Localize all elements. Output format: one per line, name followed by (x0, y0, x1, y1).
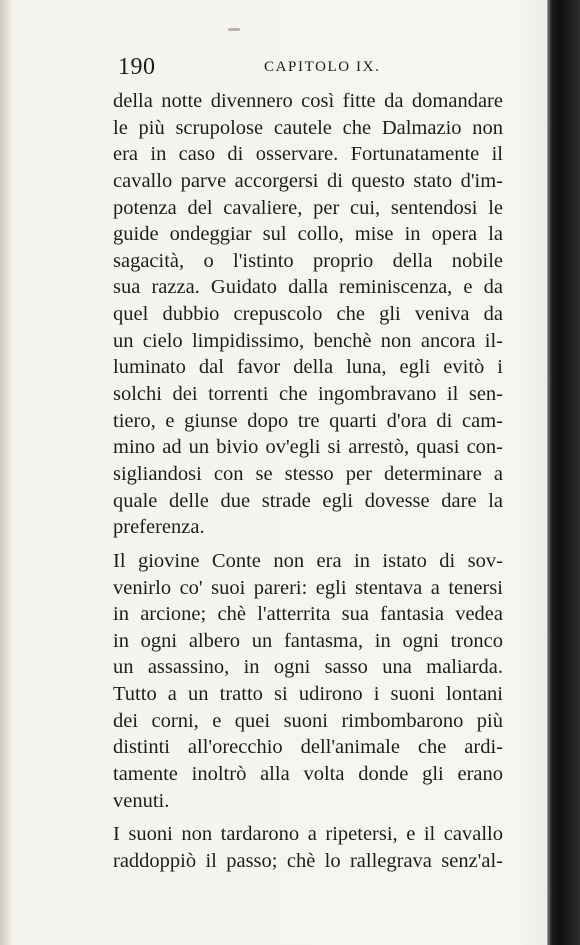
paragraph (113, 548, 503, 814)
body-text (113, 88, 503, 875)
text-line: in ogni albero un fantasma, in ogni tronco (113, 629, 503, 652)
binding-shadow (0, 0, 14, 945)
paragraph-gap (113, 814, 503, 821)
text-line: le più scrupolose cautele che Dalmazio non (113, 116, 503, 139)
text-line: tamente inoltrò alla volta donde gli erano (113, 763, 503, 786)
text-line: sagacità, o l'istinto proprio della nobile (113, 249, 503, 272)
text-line: un cielo limpidissimo, benchè non ancora il- (113, 329, 503, 352)
text-line: guide ondeggiar sul collo, mise in opera la (113, 223, 503, 246)
text-line: sua razza. Guidato dalla reminiscenza, e da (113, 276, 503, 299)
text-line: raddoppiò il passo; chè lo rallegrava senz'al- (113, 849, 503, 872)
text-line: venirlo co' suoi pareri: egli stentava a tenersi (113, 576, 503, 599)
text-line: un assassino, in ogni sasso una maliarda. (113, 656, 503, 679)
paragraph (113, 88, 503, 541)
text-line: I suoni non tardarono a ripetersi, e il cavallo (113, 823, 503, 846)
text-line: mino ad un bivio ov'egli si arrestò, quasi con- (113, 436, 503, 459)
text-line: potenza del cavaliere, per cui, sentendosi le (113, 196, 503, 219)
text-line: preferenza. (113, 516, 205, 539)
text-line: Tutto a un tratto si udirono i suoni lontani (113, 683, 503, 706)
paper-mark (228, 28, 240, 31)
text-line: luminato dal favor della luna, egli evitò i (113, 356, 503, 379)
text-line: sigliandosi con se stesso per determinare a (113, 462, 503, 485)
text-line: in arcione; chè l'atterrita sua fantasia vedea (113, 603, 503, 626)
text-line: solchi dei torrenti che ingombravano il sen- (113, 383, 503, 406)
text-line: quale delle due strade egli dovesse dare la (113, 489, 503, 512)
scan-border (548, 0, 580, 945)
text-line: tiero, e giunse dopo tre quarti d'ora di cam- (113, 409, 503, 432)
text-line: dei corni, e quei suoni rimbombarono più (113, 709, 503, 732)
text-line: era in caso di osservare. Fortunatamente il (113, 143, 503, 166)
text-line: Il giovine Conte non era in istato di sov- (113, 549, 503, 572)
paragraph-gap (113, 541, 503, 548)
page-header (118, 54, 502, 84)
text-line: distinti all'orecchio dell'animale che ardi- (113, 736, 503, 759)
text-line: cavallo parve accorgersi di questo stato d'im- (113, 169, 503, 192)
text-line: venuti. (113, 789, 170, 812)
text-line: della notte divennero così fitte da domandare (113, 90, 503, 112)
running-head: CAPITOLO IX. (264, 59, 381, 75)
page-number: 190 (118, 54, 156, 80)
text-line: quel dubbio crepuscolo che gli veniva da (113, 303, 503, 326)
paragraph (113, 821, 503, 874)
